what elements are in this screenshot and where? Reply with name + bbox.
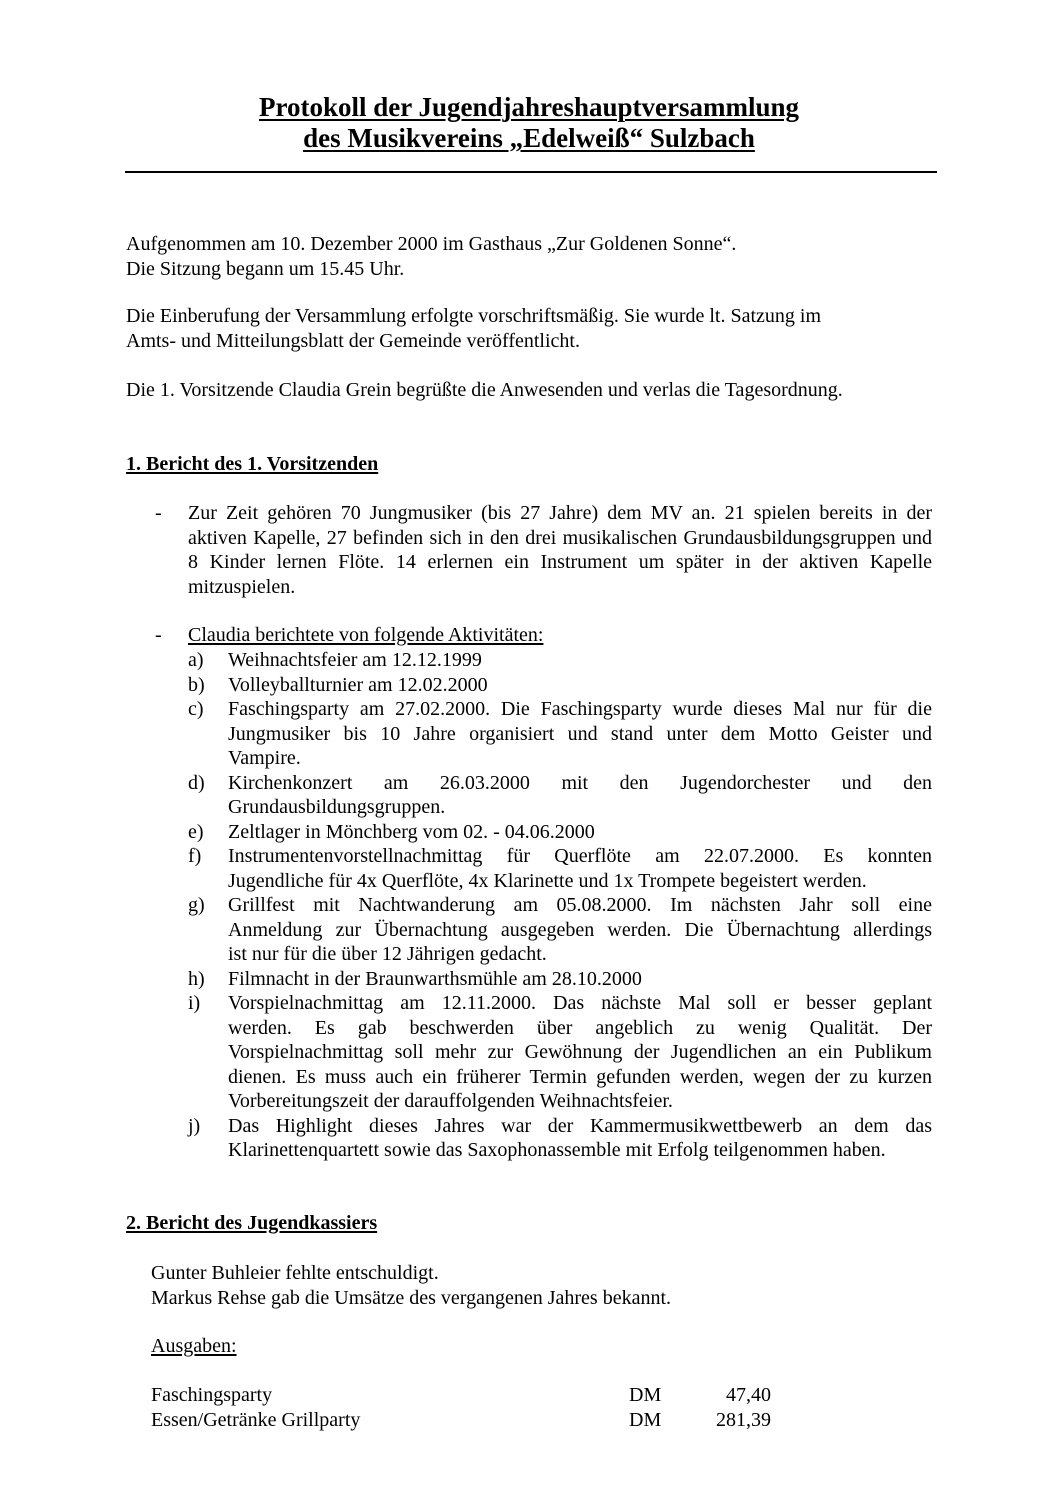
activity-item-line: Jugendliche für 4x Querflöte, 4x Klarinette und 1x Trompete begeistert werden. [228, 869, 867, 892]
activity-item-line: Klarinettenquartett sowie das Saxophonassemble mit Erfolg teilgenommen haben. [228, 1139, 886, 1161]
expense-amount: 281,39 [716, 1408, 771, 1431]
activity-item-label: j) [188, 1114, 201, 1137]
activity-item-line: Vorspielnachmittag am 12.11.2000. Das nächste Mal soll er besser geplant [228, 992, 932, 1014]
expense-row [151, 1408, 771, 1433]
ausgaben-label: Ausgaben: [151, 1335, 237, 1357]
activity-item-line: Grundausbildungsgruppen. [228, 796, 446, 818]
activity-item-label: i) [188, 992, 201, 1014]
activity-item-label: d) [188, 771, 205, 794]
expense-description: Faschingsparty [151, 1384, 273, 1406]
intro-line: Amts- und Mitteilungsblatt der Gemeinde veröffentlicht. [126, 329, 580, 352]
bullet-activities [188, 623, 932, 648]
bullet-members: Zur Zeit gehören 70 Jungmusiker (bis 27 Jahre) dem MV an. 21 spielen bereits in der aktiven Kapelle, 27 befinden sich in den drei musikalischen Grundausbildungsgruppen und 8 Kinder lernen Flöte. 14 erlernen ein Instrument um später in der aktiven Kapelle mitzuspielen. [188, 502, 932, 598]
activity-item-line: Das Highlight dieses Jahres war der Kammermusikwettbewerb an dem das [228, 1114, 932, 1137]
activity-item-line: Vorspielnachmittag soll mehr zur Gewöhnung der Jugendlichen an ein Publikum [228, 1041, 932, 1063]
intro-paragraph-3 [126, 378, 906, 403]
title-divider [125, 171, 937, 173]
activity-item-label: b) [188, 673, 205, 696]
expense-currency: DM [629, 1408, 662, 1431]
activity-item-line: Volleyballturnier am 12.02.2000 [228, 673, 488, 696]
activity-item-line: Jungmusiker bis 10 Jahre organisiert und stand unter dem Motto Geister und [228, 722, 932, 745]
activity-item [228, 991, 932, 1114]
activity-item-label: f) [188, 845, 202, 867]
activity-item-label: h) [188, 967, 205, 990]
bullet-dash: - [155, 502, 162, 524]
activity-item-line: Vampire. [228, 747, 301, 769]
expense-description: Essen/Getränke Grillparty [151, 1408, 361, 1431]
treasurer-text [151, 1261, 671, 1310]
activity-item-line: dienen. Es muss auch ein früherer Termin gefunden werden, wegen der zu kurzen [228, 1065, 932, 1088]
treasurer-line: Gunter Buhleier fehlte entschuldigt. [151, 1262, 439, 1284]
activity-item-label: c) [188, 698, 204, 720]
activity-item [228, 820, 932, 845]
intro-paragraph-2 [126, 304, 906, 353]
activities-intro: Claudia berichtete von folgende Aktivitäten: [188, 624, 544, 646]
expense-currency: DM [629, 1384, 662, 1406]
section-1-heading: 1. Bericht des 1. Vorsitzenden [126, 453, 379, 475]
activity-item-line: Grillfest mit Nachtwanderung am 05.08.2000. Im nächsten Jahr soll eine [228, 894, 932, 916]
title-line-1: Protokoll der Jugendjahreshauptversammlung [258, 92, 800, 122]
activity-item-line: Kirchenkonzert am 26.03.2000 mit den Jugendorchester und den [228, 771, 932, 794]
activity-item-line: Weihnachtsfeier am 12.12.1999 [228, 649, 482, 671]
document-title [0, 92, 1058, 154]
activity-item [228, 1114, 932, 1163]
expense-amount: 47,40 [726, 1384, 771, 1406]
activity-item [228, 648, 932, 673]
title-line-2: des Musikvereins „Edelweiß“ Sulzbach [303, 123, 755, 153]
bullet-dash: - [155, 624, 162, 646]
activity-item [228, 697, 932, 771]
activity-item-line: Vorbereitungszeit der darauffolgenden Weihnachtsfeier. [228, 1090, 673, 1112]
treasurer-line: Markus Rehse gab die Umsätze des vergangenen Jahres bekannt. [151, 1286, 672, 1309]
activity-item-label: a) [188, 649, 204, 671]
activity-item [228, 967, 932, 992]
activity-item-label: e) [188, 820, 204, 843]
intro-line: Die Einberufung der Versammlung erfolgte vorschriftsmäßig. Sie wurde lt. Satzung im [126, 305, 822, 327]
intro-line: Aufgenommen am 10. Dezember 2000 im Gasthaus „Zur Goldenen Sonne“. [126, 233, 737, 255]
activity-item [228, 771, 932, 820]
intro-line: Die 1. Vorsitzende Claudia Grein begrüßte die Anwesenden und verlas die Tagesordnung. [126, 379, 843, 401]
expense-row [151, 1383, 771, 1408]
activity-item-line: Instrumentenvorstellnachmittag für Querflöte am 22.07.2000. Es konnten [228, 845, 932, 867]
section-2-heading: 2. Bericht des Jugendkassiers [126, 1212, 378, 1234]
activity-item-label: g) [188, 894, 205, 916]
activity-item [228, 844, 932, 893]
activity-item-line: ist nur für die über 12 Jährigen gedacht. [228, 943, 547, 965]
activity-item-line: Faschingsparty am 27.02.2000. Die Faschingsparty wurde dieses Mal nur für die [228, 698, 932, 720]
activity-item [228, 673, 932, 698]
activity-item-line: werden. Es gab beschwerden über angeblich zu wenig Qualität. Der [228, 1016, 932, 1039]
intro-line: Die Sitzung begann um 15.45 Uhr. [126, 257, 405, 280]
activity-item-line: Filmnacht in der Braunwarthsmühle am 28.10.2000 [228, 967, 642, 990]
activity-item [228, 893, 932, 967]
intro-paragraph-1 [126, 232, 906, 281]
activity-item-line: Anmeldung zur Übernachtung ausgegeben werden. Die Übernachtung allerdings [228, 918, 932, 941]
activity-item-line: Zeltlager in Mönchberg vom 02. - 04.06.2000 [228, 820, 595, 843]
